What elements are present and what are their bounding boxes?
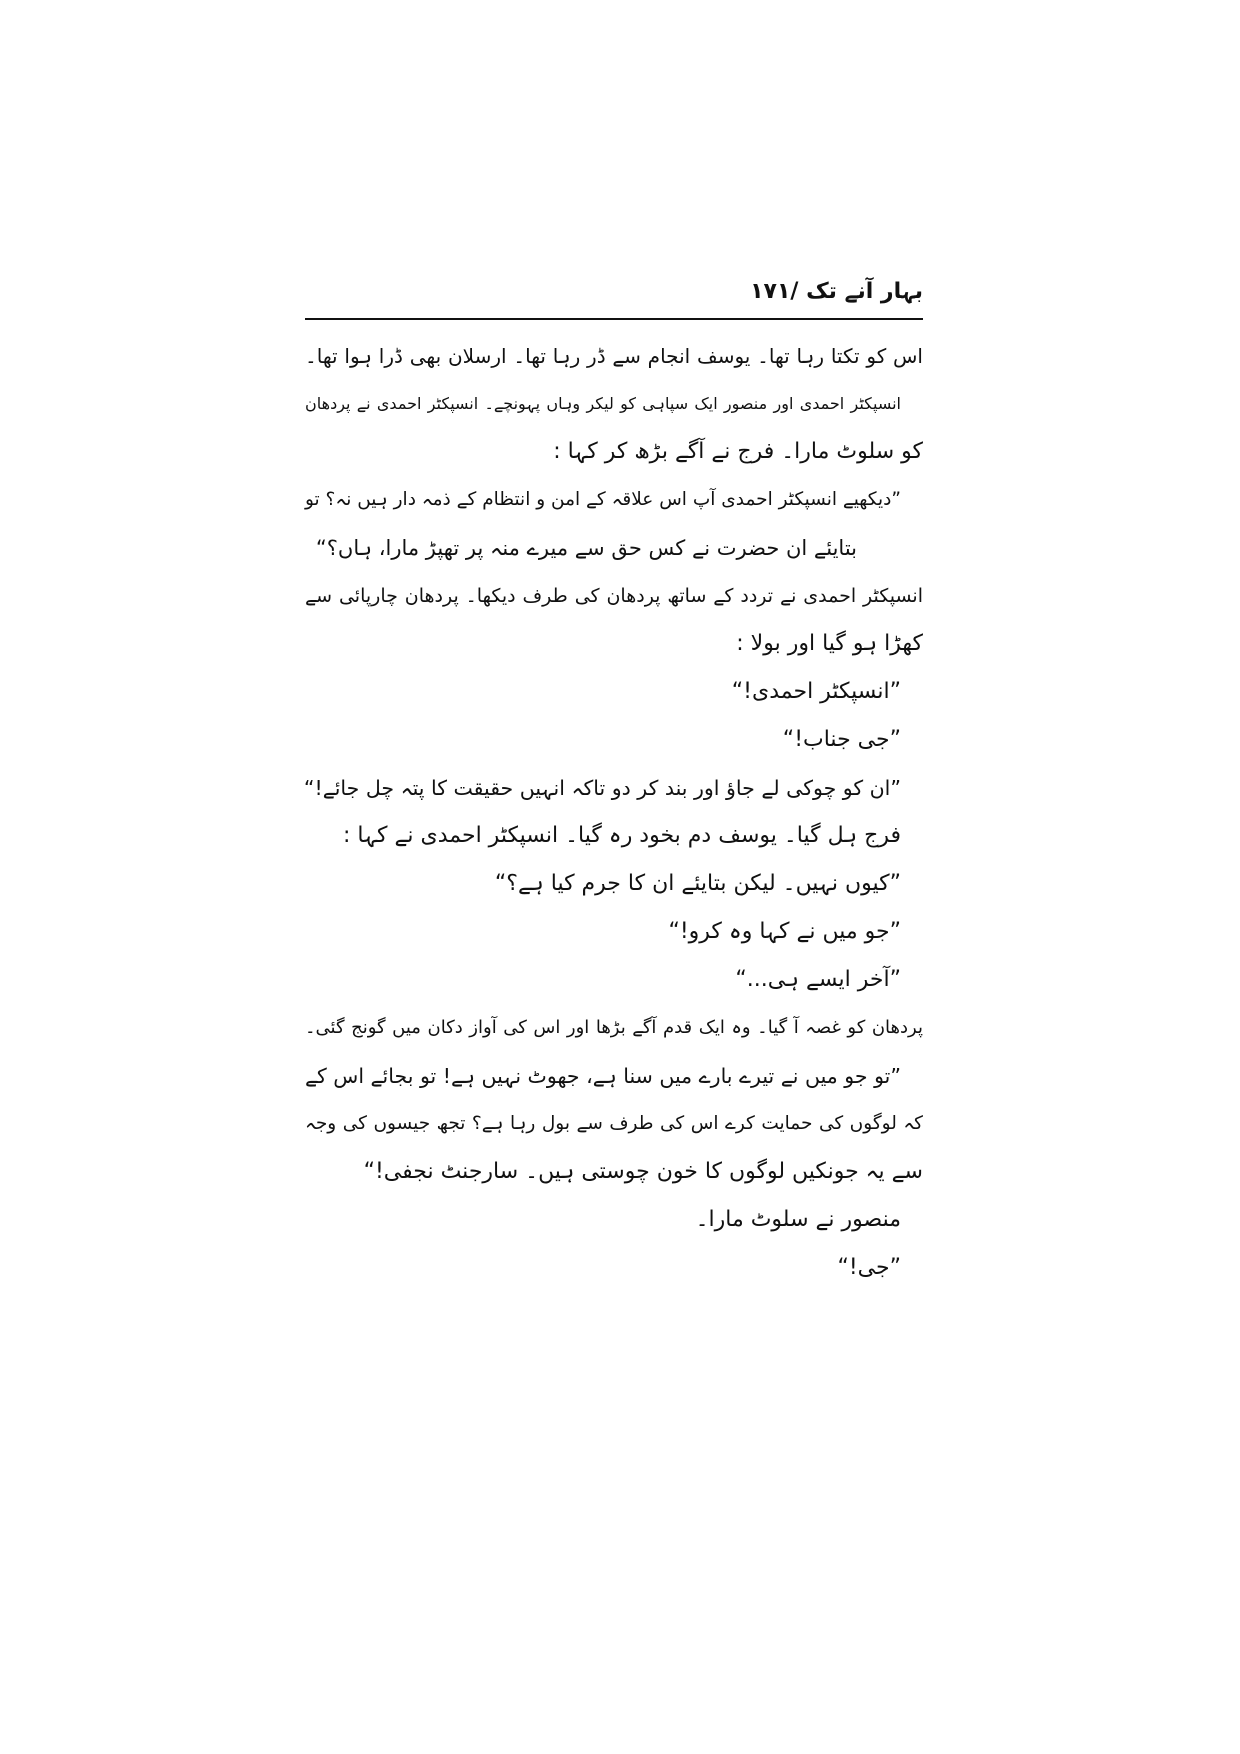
text-line: بتایئے ان حضرت نے کس حق سے میرے منہ پر تھپڑ مارا، ہاں؟“ <box>315 536 857 560</box>
running-header: بہار آنے تک /۱۷۱ <box>750 279 923 304</box>
text-line: ”جو میں نے کہا وہ کرو!“ <box>668 919 901 944</box>
text-line: پردھان کو غصہ آ گیا۔ وہ ایک قدم آگے بڑھا اور اس کی آواز دکان میں گونج گئی۔ <box>305 1017 923 1038</box>
text-line: کو سلوٹ مارا۔ فرج نے آگے بڑھ کر کہا : <box>553 439 923 464</box>
text-line: ”کیوں نہیں۔ لیکن بتایئے ان کا جرم کیا ہے؟“ <box>494 871 901 896</box>
text-line: ”انسپکٹر احمدی!“ <box>731 679 901 704</box>
text-line: سے یہ جونکیں لوگوں کا خون چوستی ہیں۔ سارجنٹ نجفی!“ <box>363 1159 923 1184</box>
text-line: ”تو جو میں نے تیرے بارے میں سنا ہے، جھوٹ نہیں ہے! تو بجائے اس کے <box>305 1064 901 1088</box>
text-line: فرج ہل گیا۔ یوسف دم بخود رہ گیا۔ انسپکٹر احمدی نے کہا : <box>343 823 901 848</box>
text-line: اس کو تکتا رہا تھا۔ یوسف انجام سے ڈر رہا تھا۔ ارسلان بھی ڈرا ہوا تھا۔ <box>305 344 923 368</box>
text-line: انسپکٹر احمدی نے تردد کے ساتھ پردھان کی طرف دیکھا۔ پردھان چارپائی سے <box>305 585 923 607</box>
body-text <box>305 332 923 1292</box>
text-line: ”دیکھیے انسپکٹر احمدی آپ اس علاقہ کے امن و انتظام کے ذمہ دار ہیں نہ؟ تو <box>304 489 901 510</box>
text-line: انسپکٹر احمدی اور منصور ایک سپاہی کو لیکر وہاں پہونچے۔ انسپکٹر احمدی نے پردھان <box>305 394 901 413</box>
text-line: ”آخر ایسے ہی...“ <box>735 967 901 992</box>
text-line: ”ان کو چوکی لے جاؤ اور بند کر دو تاکہ انہیں حقیقت کا پتہ چل جائے!“ <box>303 776 901 800</box>
text-line: منصور نے سلوٹ مارا۔ <box>695 1207 901 1232</box>
header-rule <box>305 318 923 320</box>
text-line: ”جی!“ <box>837 1255 901 1280</box>
text-line: ”جی جناب!“ <box>782 727 901 752</box>
text-line: کھڑا ہو گیا اور بولا : <box>736 631 923 656</box>
text-line: کہ لوگوں کی حمایت کرے اس کی طرف سے بول رہا ہے؟ تجھ جیسوں کی وجہ <box>305 1113 923 1134</box>
